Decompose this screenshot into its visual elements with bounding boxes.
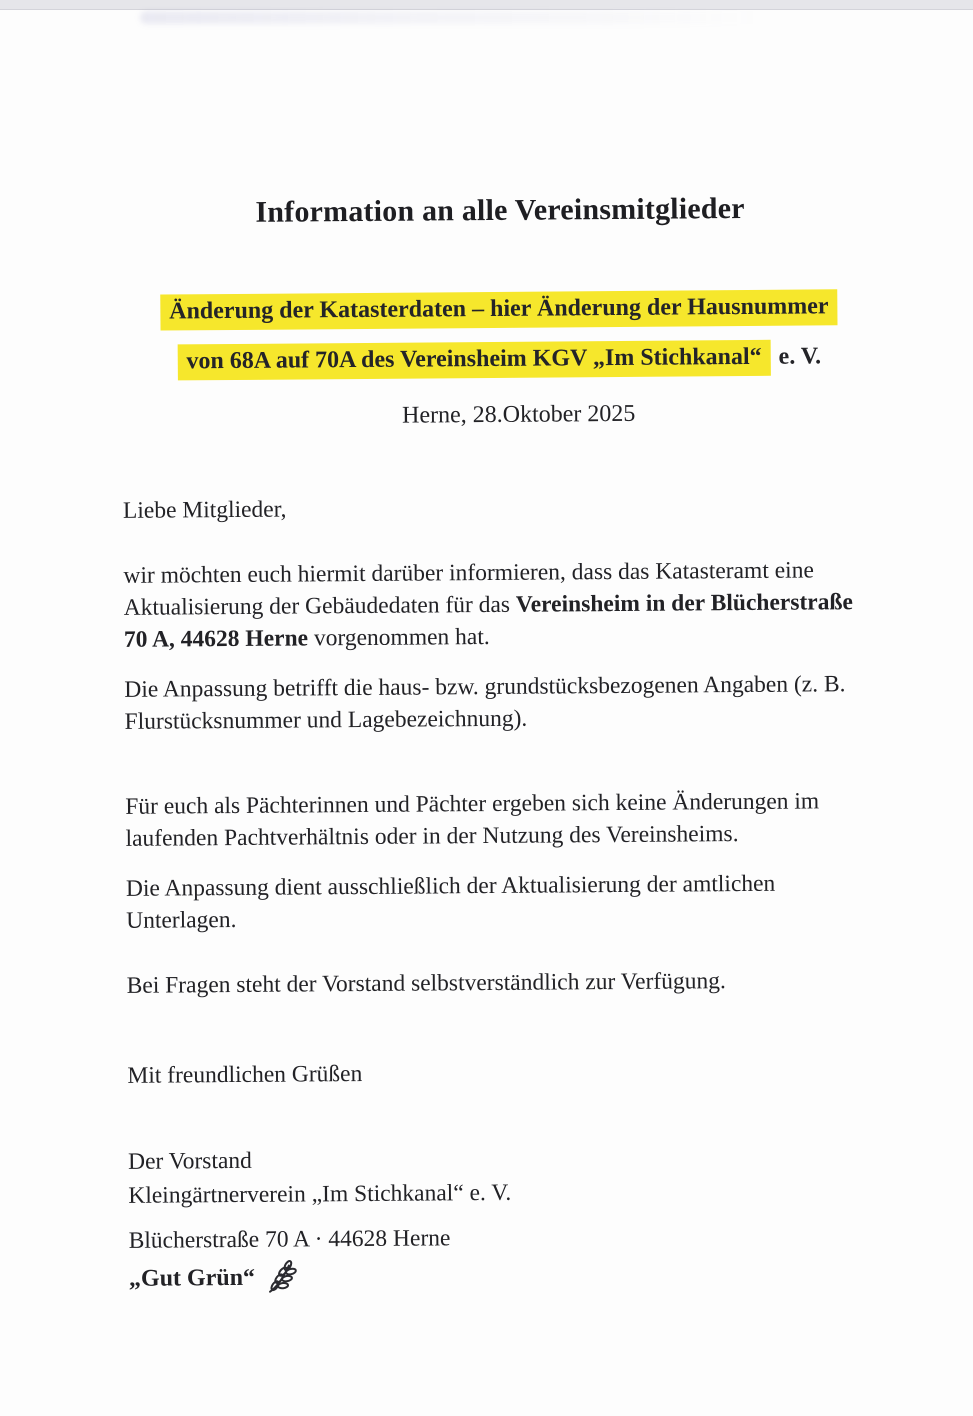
body-paragraph <box>123 554 862 656</box>
signature-block <box>128 1139 867 1213</box>
subject-plain-text: e. V. <box>772 343 822 370</box>
bold-text: Vereinsheim in der Blücherstraße 70 A, 44628 Herne <box>123 589 854 653</box>
paragraph-text: wir möchten euch hiermit darüber informieren, dass das Katasteramt eine Aktualisierung der Gebäudedaten für das <box>123 557 814 621</box>
body-paragraph <box>125 785 863 855</box>
salutation: Liebe Mitglieder, <box>122 496 287 524</box>
signature-line: Der Vorstand <box>127 1147 252 1175</box>
paragraph-text: Bei Fragen steht der Vorstand selbstverständlich zur Verfügung. <box>126 968 726 999</box>
highlighted-text: Änderung der Katasterdaten – hier Änderung der Hausnummer <box>160 289 838 330</box>
letter-body-column <box>1 488 973 1301</box>
subject-block <box>0 288 973 382</box>
letter-title: Information an alle Vereinsmitglieder <box>255 191 745 229</box>
body-paragraph <box>126 867 864 937</box>
body-paragraph <box>124 668 862 738</box>
motto-text: „Gut Grün“ <box>128 1264 256 1292</box>
closing: Mit freundlichen Grüßen <box>127 1060 363 1089</box>
address-line: Blücherstraße 70 A · 44628 Herne <box>128 1225 451 1254</box>
subject-highlight-line <box>25 288 972 331</box>
paragraph-text: Die Anpassung dient ausschließlich der Aktualisierung der amtlichen Unterlagen. <box>125 870 776 934</box>
letter-body <box>123 554 864 1002</box>
paragraph-text: Die Anpassung betrifft die haus- bzw. grundstücksbezogenen Angaben (z. B. Flurstücksnummer und Lagebezeichnung). <box>124 671 846 735</box>
subject-highlight-line <box>26 338 973 381</box>
paragraph-text: Für euch als Pächterinnen und Pächter ergeben sich keine Änderungen im laufenden Pachtverhältnis oder in der Nutzung des Vereinsheims. <box>125 788 820 852</box>
signature-line: Kleingärtnerverein „Im Stichkanal“ e. V. <box>128 1179 512 1209</box>
body-paragraph <box>127 964 865 1002</box>
paragraph-text: vorgenommen hat. <box>307 623 490 652</box>
dateline: Herne, 28.Oktober 2025 <box>401 400 636 429</box>
highlighted-text: von 68A auf 70A des Vereinsheim KGV „Im Stichkanal“ <box>177 340 770 381</box>
motto-row <box>129 1253 867 1300</box>
wheat-sprig-icon <box>265 1259 297 1300</box>
